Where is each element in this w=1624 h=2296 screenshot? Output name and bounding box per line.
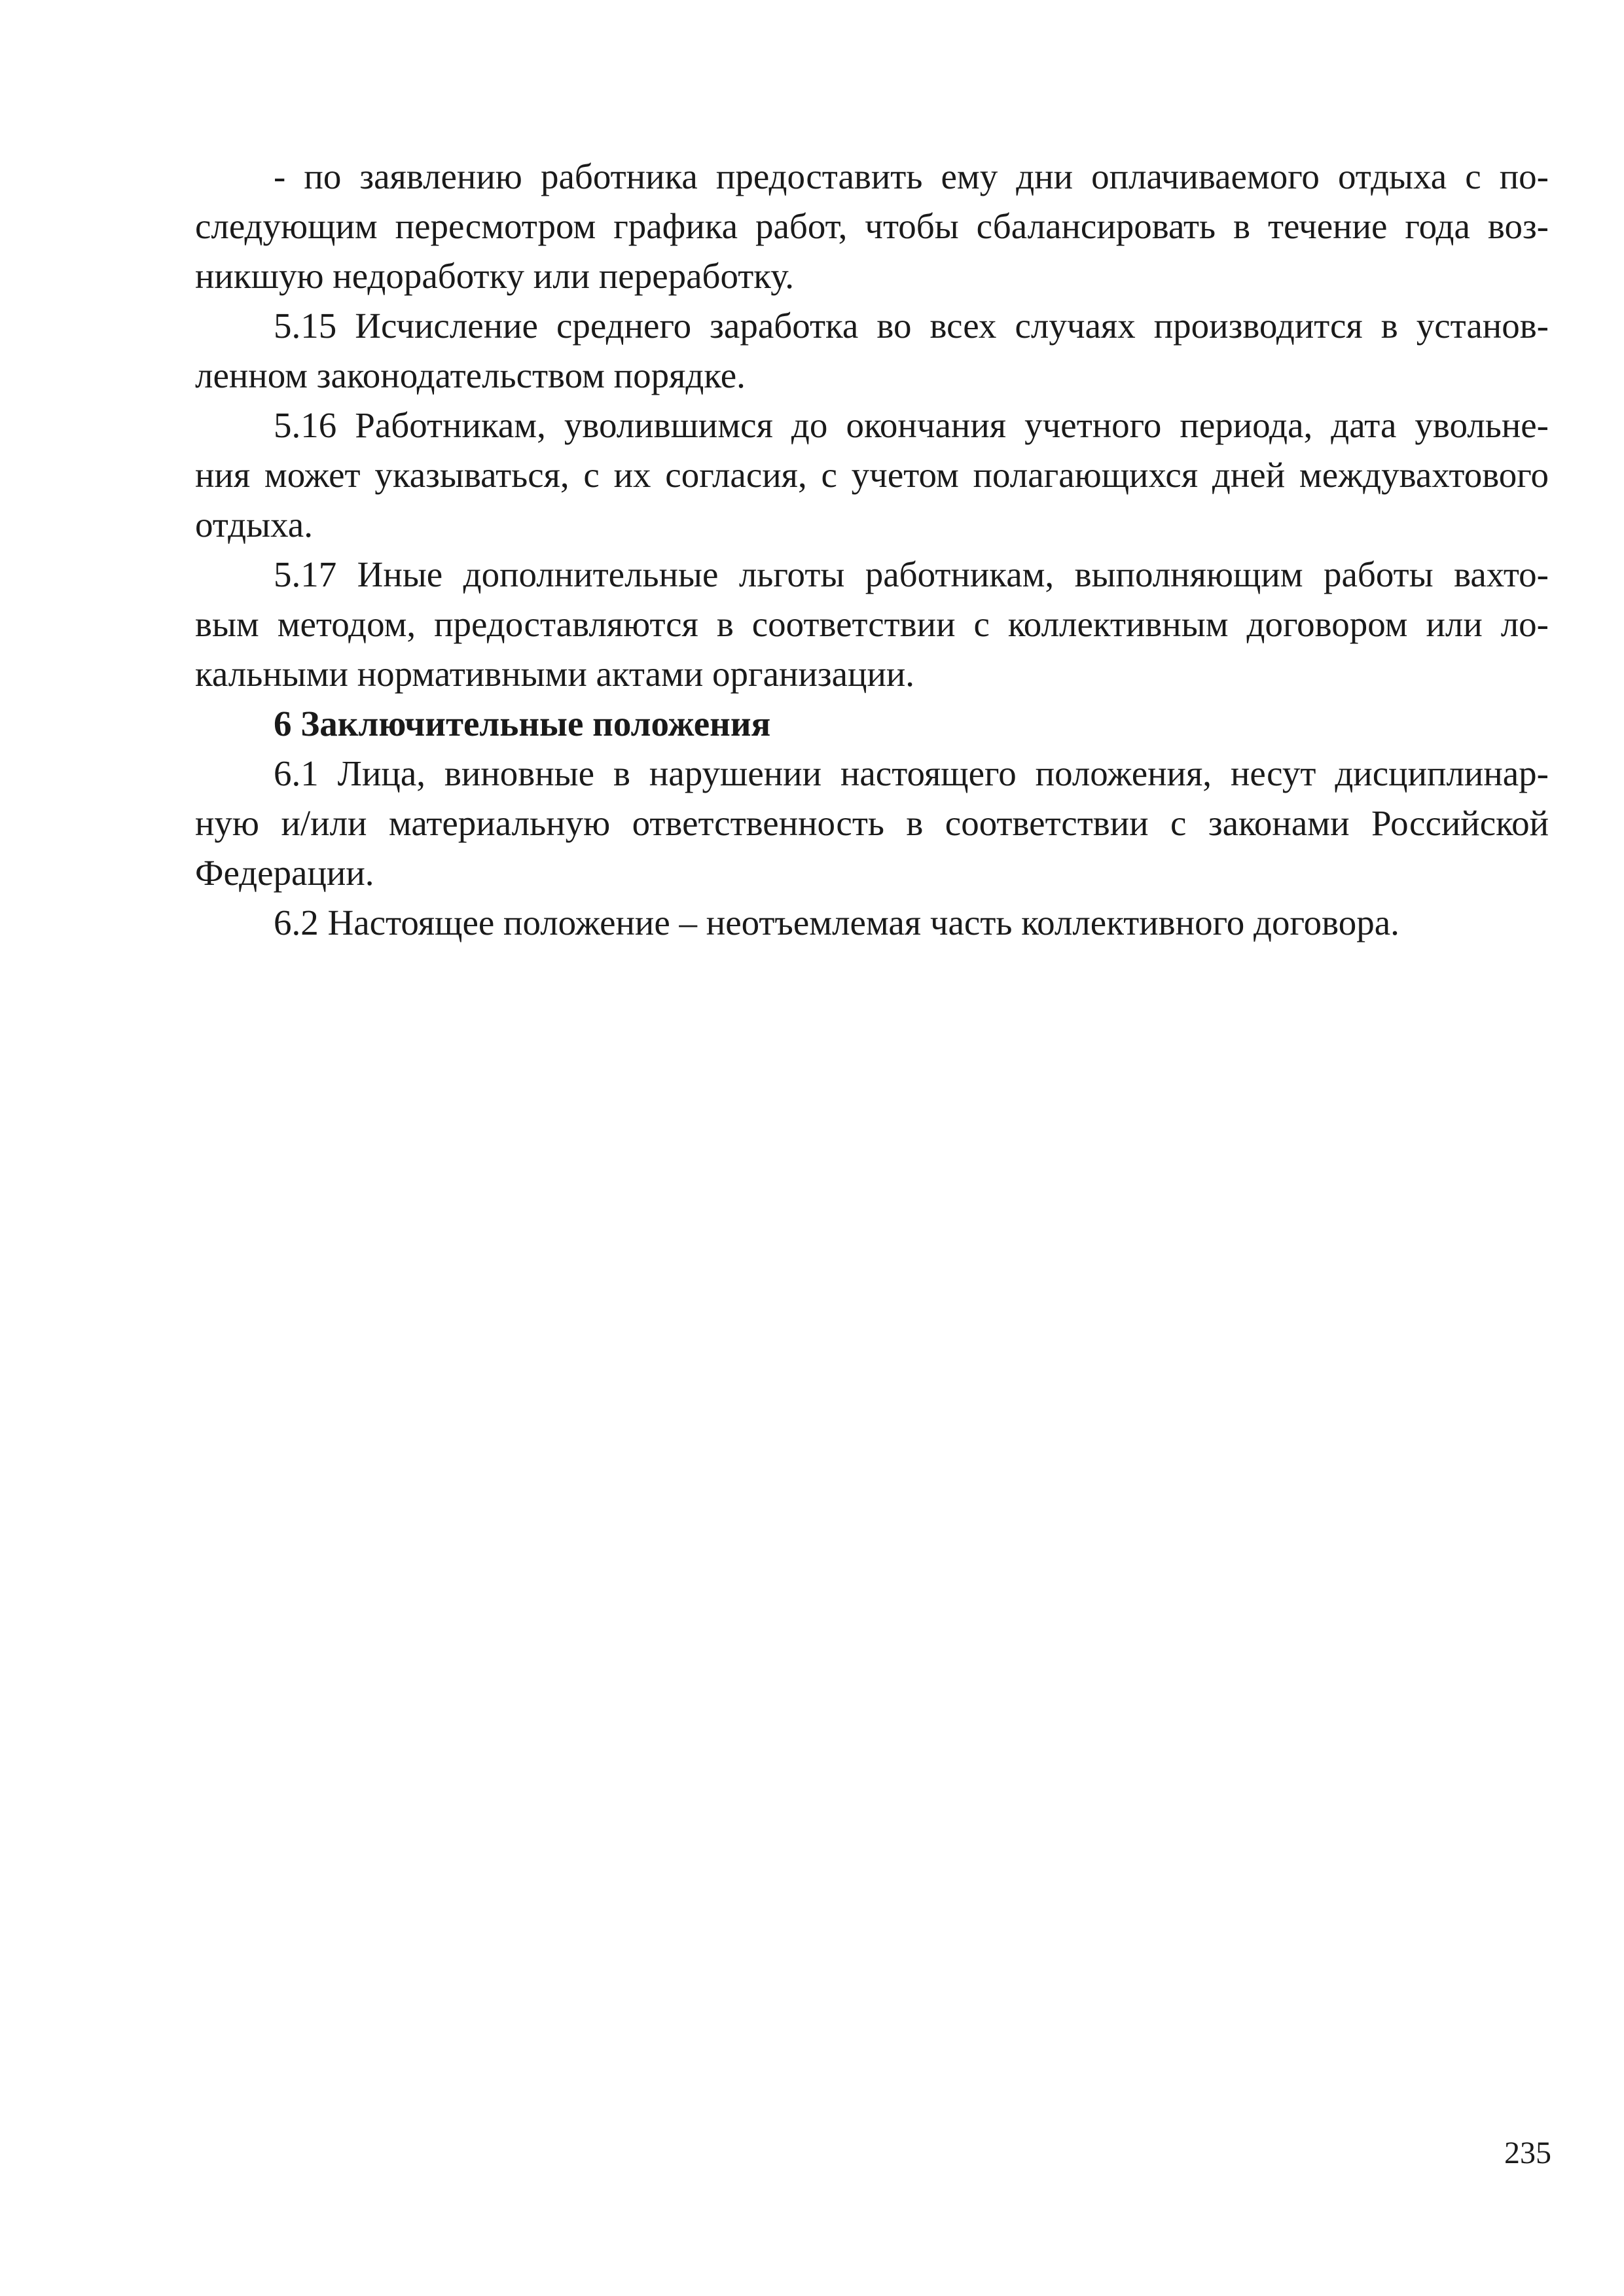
paragraph-5-16-line-1: 5.16 Работникам, уволившимся до окончания учетного периода, дата увольне- bbox=[274, 405, 1549, 445]
paragraph-5-16-line-3: отдыха. bbox=[195, 505, 313, 545]
paragraph-5-15-line-2: ленном законодательством порядке. bbox=[195, 355, 746, 395]
paragraph-5-17-line-3: кальными нормативными актами организации. bbox=[195, 654, 915, 694]
paragraph-5-14-bullet-line-3: никшую недоработку или переработку. bbox=[195, 256, 794, 296]
section-6-heading: 6 Заключительные положения bbox=[274, 704, 771, 744]
paragraph-6-1-line-2: ную и/или материальную ответственность в соответствии с законами Российской bbox=[195, 803, 1549, 843]
paragraph-6-2-line-1: 6.2 Настоящее положение – неотъемлемая часть коллективного договора. bbox=[274, 903, 1399, 942]
body-text bbox=[195, 152, 1549, 948]
paragraph-5-16-line-2: ния может указываться, с их согласия, с учетом полагающихся дней междувахтового bbox=[195, 455, 1549, 495]
paragraph-5-14-bullet-line-2: следующим пересмотром графика работ, чтобы сбалансировать в течение года воз- bbox=[195, 206, 1549, 246]
paragraph-5-14-bullet-line-1: - по заявлению работника предоставить ему дни оплачиваемого отдыха с по- bbox=[274, 156, 1549, 196]
paragraph-6-1-line-3: Федерации. bbox=[195, 853, 374, 893]
paragraph-6-1-line-1: 6.1 Лица, виновные в нарушении настоящего положения, несут дисциплинар- bbox=[274, 753, 1549, 793]
paragraph-5-15-line-1: 5.15 Исчисление среднего заработка во всех случаях производится в установ- bbox=[274, 306, 1549, 346]
paragraph-5-17-line-2: вым методом, предоставляются в соответствии с коллективным договором или ло- bbox=[195, 604, 1549, 644]
paragraph-5-17-line-1: 5.17 Иные дополнительные льготы работникам, выполняющим работы вахто- bbox=[274, 554, 1549, 594]
page-number: 235 bbox=[1504, 2136, 1551, 2170]
